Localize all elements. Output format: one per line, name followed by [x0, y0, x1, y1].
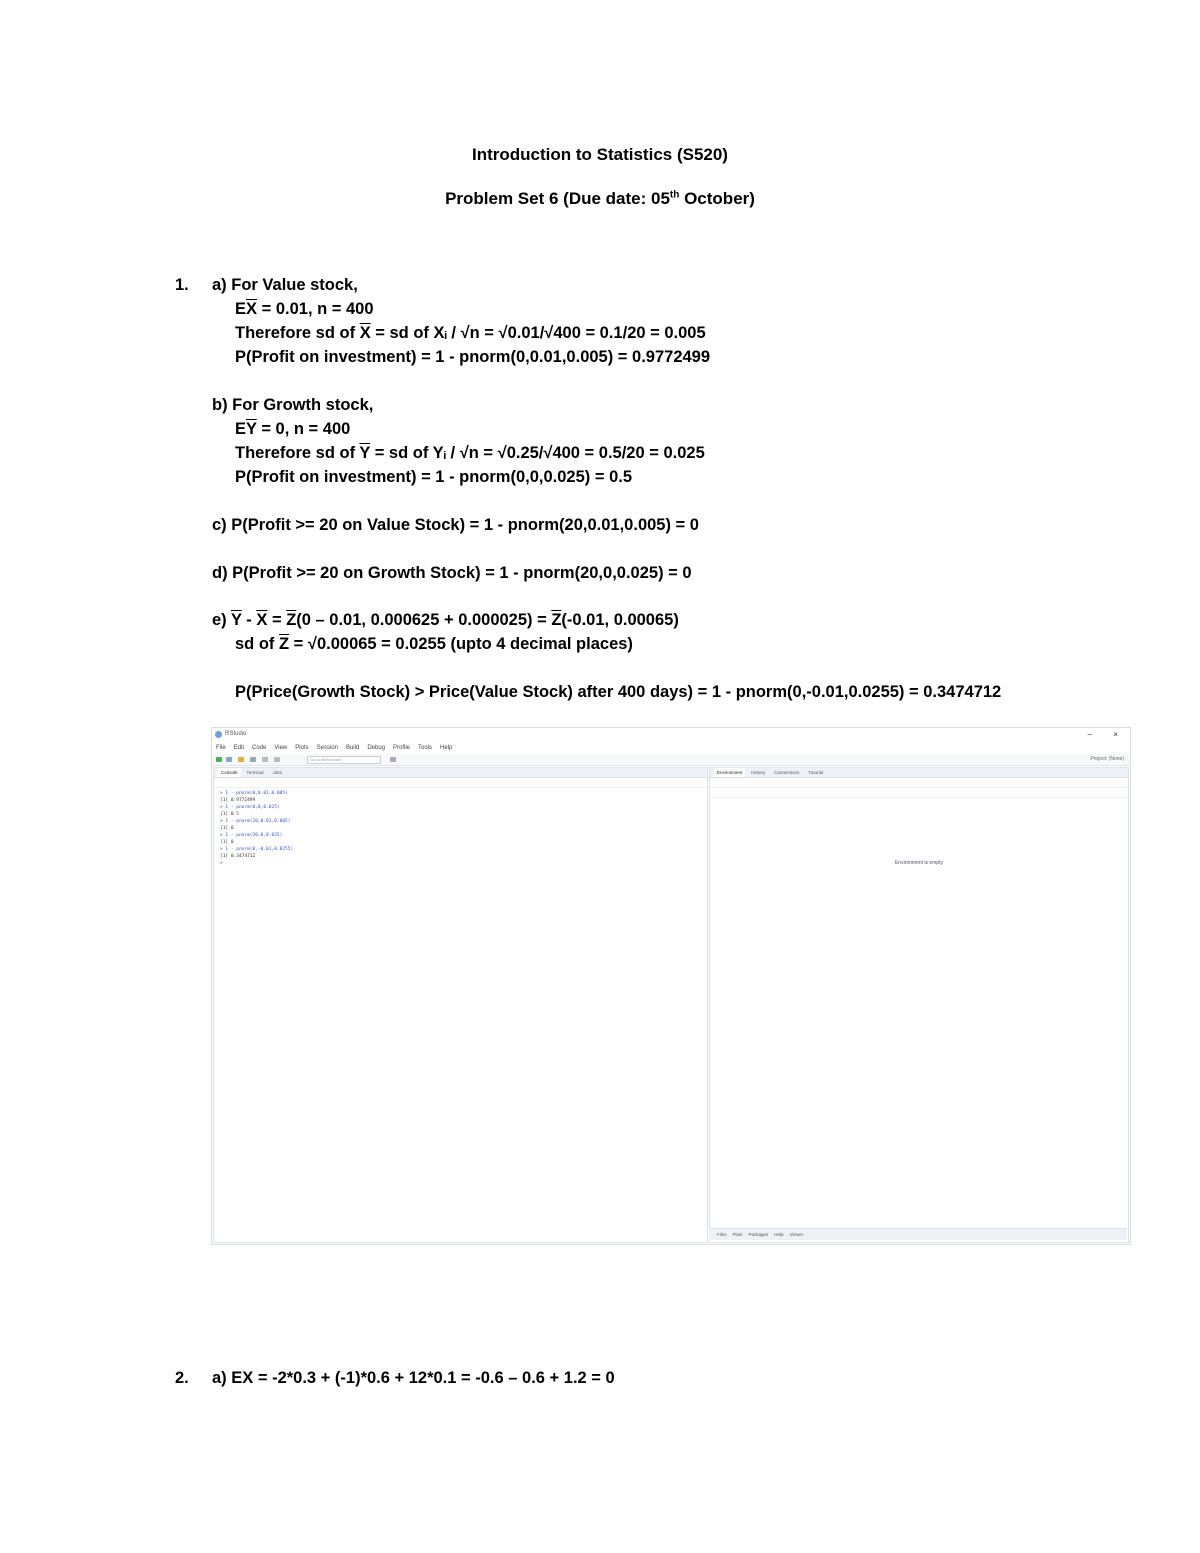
- new-file-icon: [216, 757, 222, 762]
- tab-jobs: Jobs: [272, 770, 283, 775]
- problem-set-prefix: Problem Set 6 (Due date: 05: [445, 189, 670, 208]
- q1b-heading: b) For Growth stock,: [212, 396, 374, 414]
- minimize-icon: –: [1087, 730, 1092, 739]
- close-icon: ×: [1113, 730, 1118, 739]
- q1b-line2-bar: $\overline{Y}$: [359, 444, 371, 462]
- q1d: d) P(Profit >= 20 on Growth Stock) = 1 - pnorm(20,0,0.025) = 0: [212, 564, 692, 582]
- q1a-line2-pre: Therefore sd of: [235, 324, 360, 342]
- environment-filter-bar: [710, 789, 1128, 798]
- project-label: Project: (None): [1090, 756, 1124, 762]
- console-prompt: >: [220, 861, 223, 866]
- q1e-sd-z: $\overline{Z}$: [279, 635, 290, 653]
- console-result: [1] 0: [220, 840, 234, 845]
- problem-set-suffix: October): [679, 189, 755, 208]
- console-result: [1] 0: [220, 826, 234, 831]
- q1b-line1: [235, 420, 350, 439]
- q1e-y: $\overline{Y}$: [230, 611, 242, 629]
- tab-environment: Environment: [714, 768, 745, 777]
- tab-connections: Connections: [774, 770, 800, 775]
- console-tabs: [214, 768, 707, 778]
- console-command: 1 - pnorm(20,0,0.025): [225, 833, 283, 838]
- menu-plots: Plots: [295, 745, 309, 751]
- rstudio-screenshot: [211, 727, 1131, 1245]
- q1a-line2: [235, 324, 706, 343]
- environment-toolbar: [710, 779, 1128, 788]
- console-line: [220, 854, 255, 859]
- q1a-line1: [235, 300, 374, 319]
- console-line: [220, 805, 280, 810]
- console-command: 1 - pnorm(0,-0.01,0.0255): [225, 847, 294, 852]
- q1a-line1-pre: E: [235, 300, 247, 318]
- console-line: [220, 798, 255, 803]
- q1e-z: $\overline{Z}$: [286, 611, 297, 629]
- q1b-line1-post: = 0, n = 400: [256, 420, 351, 438]
- tab-help: Help: [774, 1232, 784, 1237]
- q1e-final: P(Price(Growth Stock) > Price(Value Stock) after 400 days) = 1 - pnorm(0,-0.01,0.0255) = 0.3474712: [235, 683, 1002, 701]
- environment-empty-message: Environment is empty: [894, 860, 944, 866]
- console-result: [1] 0.3474712: [220, 854, 256, 859]
- problem-set-title: [0, 189, 1200, 209]
- menu-build: Build: [345, 745, 360, 751]
- goto-file-input: Go to file/function: [307, 756, 381, 764]
- rstudio-titlebar: [212, 728, 1130, 742]
- console-result: [1] 0.5: [220, 812, 239, 817]
- rstudio-app-title: RStudio: [225, 731, 247, 737]
- tab-files: Files: [717, 1232, 727, 1237]
- console-prompt: >: [220, 791, 226, 796]
- problem-set-sup: th: [669, 189, 680, 201]
- console-command: 1 - pnorm(0,0,0.025): [225, 805, 280, 810]
- q1a-heading: a) For Value stock,: [212, 276, 358, 294]
- save-icon: [250, 757, 256, 762]
- q1c: c) P(Profit >= 20 on Value Stock) = 1 - pnorm(20,0.01,0.005) = 0: [212, 516, 699, 534]
- q1a-line1-bar: $\overline{X}$: [246, 300, 258, 318]
- console-prompt: >: [220, 805, 226, 810]
- q1e-label: e): [212, 611, 231, 629]
- console-line: [220, 840, 234, 845]
- open-project-icon: [226, 757, 232, 762]
- q1e-eq: =: [267, 611, 287, 629]
- q1b-line3: P(Profit on investment) = 1 - pnorm(0,0,0.025) = 0.5: [235, 468, 633, 486]
- console-line: [220, 791, 288, 796]
- menu-file: File: [216, 745, 226, 751]
- rstudio-logo-icon: [215, 731, 222, 738]
- print-icon: [274, 757, 280, 762]
- environment-pane: [709, 767, 1129, 1243]
- environment-tabs: [710, 768, 1128, 778]
- tab-console: Console: [218, 768, 241, 777]
- menu-code: Code: [252, 745, 267, 751]
- tab-viewer: Viewer: [789, 1232, 804, 1237]
- q1b-line2: [235, 444, 705, 463]
- q1a-line1-post: = 0.01, n = 400: [257, 300, 374, 318]
- tab-packages: Packages: [748, 1232, 769, 1237]
- console-line: [220, 833, 282, 838]
- console-prompt: >: [220, 833, 226, 838]
- q2a: a) EX = -2*0.3 + (-1)*0.6 + 12*0.1 = -0.6 – 0.6 + 1.2 = 0: [212, 1369, 615, 1387]
- console-command: 1 - pnorm(0,0.01,0.005): [225, 791, 288, 796]
- q1b-line2-post: = sd of Yᵢ / √n = √0.25/√400 = 0.5/20 = 0.025: [370, 444, 705, 462]
- menu-edit: Edit: [233, 745, 245, 751]
- console-line: [220, 826, 234, 831]
- console-path-bar: [214, 779, 707, 788]
- q1e-z2: $\overline{Z}$: [551, 611, 562, 629]
- q1-number: 1.: [175, 276, 189, 294]
- console-prompt: >: [220, 819, 226, 824]
- q1e-line1: [212, 611, 679, 630]
- console-line: [220, 847, 293, 852]
- q1e-sd-post: = √0.00065 = 0.0255 (upto 4 decimal places): [289, 635, 633, 653]
- q1e-x: $\overline{X}$: [256, 611, 268, 629]
- menu-profile: Profile: [393, 745, 411, 751]
- menu-debug: Debug: [367, 745, 385, 751]
- open-file-icon: [238, 757, 244, 762]
- console-result: [1] 0.9772499: [220, 798, 256, 803]
- menu-view: View: [274, 745, 288, 751]
- console-prompt: >: [220, 847, 226, 852]
- rstudio-menubar: [212, 742, 1130, 754]
- save-all-icon: [262, 757, 268, 762]
- menu-session: Session: [316, 745, 338, 751]
- console-line: [220, 812, 239, 817]
- console-pane: [213, 767, 708, 1243]
- q2-number: 2.: [175, 1369, 189, 1387]
- tab-history: History: [751, 770, 766, 775]
- tab-plots: Plots: [732, 1232, 743, 1237]
- menu-tools: Tools: [418, 745, 433, 751]
- q1e-line2: [235, 635, 633, 654]
- menu-help: Help: [440, 745, 453, 751]
- q1a-line3: P(Profit on investment) = 1 - pnorm(0,0.01,0.005) = 0.9772499: [235, 348, 711, 366]
- course-title: Introduction to Statistics (S520): [472, 145, 728, 164]
- console-line: [220, 861, 223, 866]
- q1e-minus: -: [241, 611, 257, 629]
- q1a-line2-bar: $\overline{X}$: [359, 324, 371, 342]
- rstudio-toolbar: [212, 754, 1130, 766]
- console-line: [220, 819, 290, 824]
- q1a-line2-post: = sd of Xᵢ / √n = √0.01/√400 = 0.1/20 = 0.005: [370, 324, 706, 342]
- q1e-sd-pre: sd of: [235, 635, 279, 653]
- q1b-line1-bar: $\overline{Y}$: [246, 420, 257, 438]
- tab-tutorial: Tutorial: [808, 770, 824, 775]
- tab-terminal: Terminal: [246, 770, 264, 775]
- q1b-line1-pre: E: [235, 420, 247, 438]
- console-command: 1 - pnorm(20,0.01,0.005): [225, 819, 291, 824]
- q1e-mid: (0 – 0.01, 0.000625 + 0.000025) =: [296, 611, 552, 629]
- q1e-end: (-0.01, 0.00065): [561, 611, 679, 629]
- files-pane-tabs: [709, 1228, 1127, 1240]
- grid-icon: [390, 757, 396, 762]
- q1b-line2-pre: Therefore sd of: [235, 444, 360, 462]
